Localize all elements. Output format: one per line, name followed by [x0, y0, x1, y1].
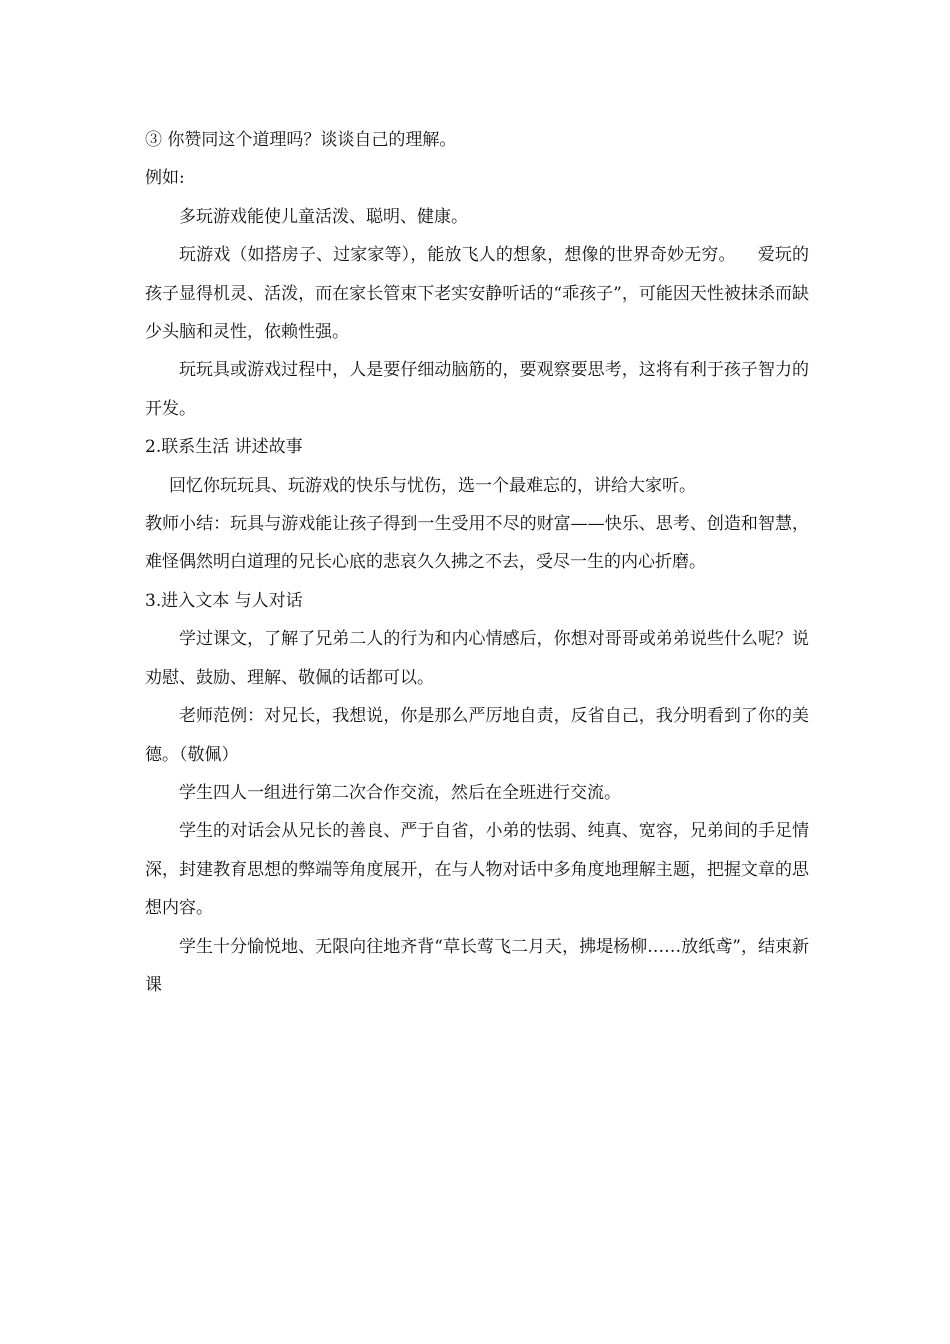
- document-body: [145, 121, 809, 1004]
- example-paragraph-2: 玩游戏（如搭房子、过家家等），能放飞人的想象，想像的世界奇妙无穷。 爱玩的孩子显得机灵、活泼，而在家长管束下老实安静听话的“乖孩子”，可能因天性被抹杀而缺少头脑和灵性，依赖性强。: [145, 245, 809, 343]
- example-paragraph-3: 玩玩具或游戏过程中，人是要仔细动脑筋的，要观察要思考，这将有利于孩子智力的开发。: [145, 360, 809, 419]
- example-label: 例如:: [145, 168, 185, 189]
- example-paragraph-1: 多玩游戏能使儿童活泼、聪明、健康。: [179, 206, 468, 227]
- teacher-example: 老师范例：对兄长，我想说，你是那么严厉地自责，反省自己，我分明看到了你的美德。（敬佩）: [145, 706, 809, 765]
- closing-paragraph: 学生十分愉悦地、无限向往地齐背“草长莺飞二月天，拂堤杨柳……放纸鸢”，结束新课: [145, 936, 809, 995]
- section-3-body: 学过课文，了解了兄弟二人的行为和内心情感后，你想对哥哥或弟弟说些什么呢？说劝慰、鼓励、理解、敬佩的话都可以。: [145, 629, 809, 688]
- dialogue-summary: 学生的对话会从兄长的善良、严于自省，小弟的怯弱、纯真、宽容，兄弟间的手足情深，封建教育思想的弊端等角度展开，在与人物对话中多角度地理解主题，把握文章的思想内容。: [145, 821, 809, 919]
- teacher-summary: 教师小结：玩具与游戏能让孩子得到一生受用不尽的财富——快乐、思考、创造和智慧，难怪偶然明白道理的兄长心底的悲哀久久拂之不去，受尽一生的内心折磨。: [145, 514, 809, 573]
- section-2-heading: 2.联系生活 讲述故事: [145, 437, 303, 458]
- group-exchange: 学生四人一组进行第二次合作交流，然后在全班进行交流。: [179, 782, 621, 803]
- question-3: ③ 你赞同这个道理吗？谈谈自己的理解。: [145, 130, 457, 150]
- section-3-heading: 3.进入文本 与人对话: [145, 590, 303, 611]
- section-2-body: 回忆你玩玩具、玩游戏的快乐与忧伤，选一个最难忘的，讲给大家听。: [169, 475, 696, 496]
